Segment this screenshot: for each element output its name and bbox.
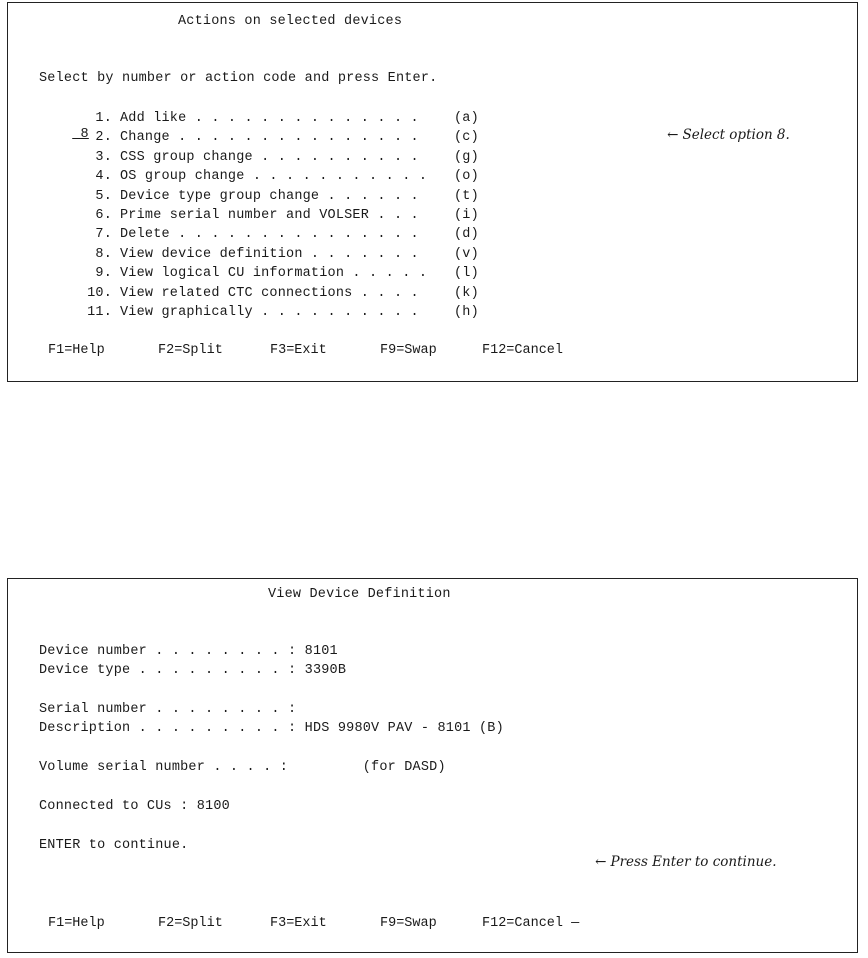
option-number: 1.: [95, 111, 112, 126]
option-code: (v): [454, 246, 479, 262]
option-label: Device type group change . . . . . .: [120, 188, 419, 204]
option-label: CSS group change . . . . . . . . . .: [120, 149, 419, 165]
f1-help-key[interactable]: F1=Help: [48, 343, 105, 358]
option-code: (c): [454, 130, 479, 146]
actions-panel: [7, 2, 858, 382]
instruction-text: Select by number or action code and press Enter.: [39, 71, 438, 86]
option-label: View logical CU information . . . . .: [120, 266, 428, 282]
option-code: (o): [454, 169, 479, 185]
option-code: (d): [454, 227, 479, 243]
option-number: 4.: [95, 169, 112, 185]
option-row[interactable]: [74, 286, 479, 302]
option-row[interactable]: [74, 111, 479, 127]
option-label: View related CTC connections . . . .: [120, 285, 419, 301]
option-number: 5.: [95, 188, 112, 204]
option-number: 6.: [95, 208, 112, 223]
option-number: 11.: [87, 305, 112, 320]
option-row[interactable]: [74, 227, 479, 243]
annotation-press-enter: [578, 838, 777, 886]
f12-cancel-key[interactable]: [482, 916, 579, 932]
f9-swap-key[interactable]: F9=Swap: [380, 343, 437, 358]
annotation-text: Select option 8.: [682, 127, 790, 143]
option-code: (h): [454, 305, 479, 320]
option-number: 2.: [95, 130, 112, 146]
option-row[interactable]: [74, 266, 479, 282]
option-label: View device definition . . . . . . .: [120, 246, 419, 262]
option-code: (g): [454, 149, 479, 165]
option-code: (a): [454, 111, 479, 126]
f3-exit-key[interactable]: F3=Exit: [270, 343, 327, 358]
option-label: OS group change . . . . . . . . . . .: [120, 169, 428, 185]
option-code: (l): [454, 266, 479, 282]
option-label: View graphically . . . . . . . . . .: [120, 305, 419, 320]
f9-swap-key[interactable]: F9=Swap: [380, 916, 437, 931]
panel-title: View Device Definition: [268, 587, 451, 602]
trailing-dash: —: [571, 916, 580, 931]
selection-value[interactable]: 8: [80, 127, 89, 142]
option-row[interactable]: [74, 150, 479, 166]
option-number: 8.: [95, 246, 112, 262]
option-number: 3.: [95, 149, 112, 165]
description-field: Description . . . . . . . . . : HDS 9980V PAV - 8101 (B): [39, 721, 504, 736]
left-arrow-icon: ←: [595, 854, 607, 870]
option-number: 9.: [95, 266, 112, 282]
option-code: (k): [454, 285, 479, 301]
option-number: 10.: [87, 285, 112, 301]
serial-number-field: Serial number . . . . . . . . :: [39, 702, 297, 717]
view-device-definition-panel: [7, 578, 858, 953]
f12-cancel-label[interactable]: F12=Cancel: [482, 916, 564, 931]
option-label: Change . . . . . . . . . . . . . . .: [120, 130, 419, 146]
f12-cancel-key[interactable]: F12=Cancel: [482, 343, 564, 358]
option-row[interactable]: [74, 247, 479, 263]
annotation-text: Press Enter to continue.: [610, 854, 777, 870]
option-label: Delete . . . . . . . . . . . . . . .: [120, 227, 419, 243]
option-label: Add like . . . . . . . . . . . . . .: [120, 111, 419, 126]
option-row[interactable]: [74, 130, 479, 146]
f3-exit-key[interactable]: F3=Exit: [270, 916, 327, 931]
f2-split-key[interactable]: F2=Split: [158, 343, 223, 358]
option-number: 7.: [95, 227, 112, 243]
device-type-field: Device type . . . . . . . . . : 3390B: [39, 663, 347, 678]
option-row[interactable]: [74, 208, 479, 224]
annotation-select-option: [650, 111, 790, 159]
f1-help-key[interactable]: F1=Help: [48, 916, 105, 931]
option-code: (t): [454, 188, 479, 204]
volume-serial-field: Volume serial number . . . . : (for DASD): [39, 760, 446, 775]
option-row[interactable]: [74, 305, 479, 321]
enter-to-continue-text: ENTER to continue.: [39, 838, 189, 853]
option-row[interactable]: [74, 169, 479, 185]
option-code: (i): [454, 208, 479, 223]
device-number-field: Device number . . . . . . . . : 8101: [39, 644, 338, 659]
connected-cus-field: Connected to CUs : 8100: [39, 799, 230, 814]
panel-title: Actions on selected devices: [178, 14, 403, 29]
option-row[interactable]: [74, 189, 479, 205]
f2-split-key[interactable]: F2=Split: [158, 916, 223, 931]
left-arrow-icon: ←: [667, 127, 679, 143]
option-label: Prime serial number and VOLSER . . .: [120, 208, 419, 223]
